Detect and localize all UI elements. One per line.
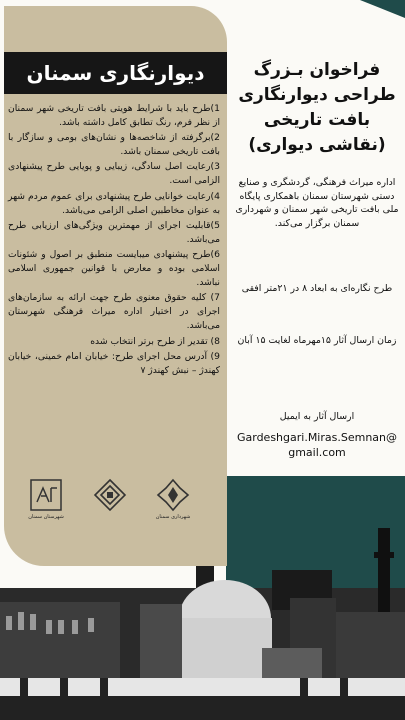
logo-cultural-heritage: [86, 478, 134, 512]
headline-line: فراخوان بـزرگ: [253, 60, 381, 80]
rule-item: 1)طرح باید با شرایط هویتی بافت تاریخی شهر سمنان از نظر فرم، رنگ تطابق کامل داشته باشد.: [8, 103, 220, 129]
rules-list: [8, 102, 220, 379]
municipality-emblem-icon: [156, 478, 190, 512]
logo-row: [22, 478, 197, 524]
headline-block: [234, 58, 400, 158]
rule-item: 7) کلیه حقوق معنوی طرح جهت ارائه به سازمان‌های اجرای در اختیار اداره میراث فرهنگی شهرستان می‌باشد.: [8, 292, 220, 332]
headline-line: طراحی دیوارنگاری: [238, 85, 396, 105]
heritage-knot-icon: [93, 478, 127, 512]
headline-line: (نقاشی دیواری): [248, 135, 386, 155]
headline-line: بافت تاریخی: [263, 110, 371, 130]
panel-title: دیوارنگاری سمنان: [4, 52, 227, 94]
rule-item: 6)طرح پیشنهادی میبایست منطبق بر اصول و شئونات اسلامی بوده و معارض با قوانین جمهوری اسلامی نباشد.: [8, 248, 220, 289]
deadline-text: زمان ارسال آثار ۱۵مهرماه لغایت ۱۵ آبان: [237, 335, 397, 346]
rule-item: 3)رعایت اصل سادگی، زیبایی و پویایی طرح پیشنهادی الزامی است.: [8, 161, 220, 187]
rule-item: 8) تقدیر از طرح برتر انتخاب شده: [90, 335, 220, 347]
send-label: ارسال آثار به ایمیل: [279, 411, 355, 422]
email-line: Gardeshgari.Miras.Semnan@: [236, 431, 398, 444]
size-text: طرح نگاره‌ای به ابعاد ۸ در ۲۱متر افقی: [241, 283, 393, 294]
rule-item: 4)رعایت خوانایی طرح پیشنهادی برای عموم مردم شهر به عنوان مخاطبین اصلی الزامی می‌باشد.: [8, 190, 220, 216]
rule-item: 9) آدرس محل اجرای طرح: خیابان امام خمینی، خیابان کهندژ – نبش کهندژ ۷: [8, 350, 220, 376]
decorative-corner: [300, 0, 405, 40]
logo-semnan-governorate: [22, 478, 70, 520]
logo-semnan-municipality: [149, 478, 197, 520]
logo-caption: شهرداری سمنان: [155, 514, 191, 520]
governorate-emblem-icon: [29, 478, 63, 512]
logo-caption: شهرستان سمنان: [28, 514, 64, 520]
email-address[interactable]: [234, 430, 400, 460]
intro-text: اداره میراث فرهنگی، گردشگری و صنایع دستی شهرستان سمنان باهمکاری پایگاه ملی بافت تاریخی شهر سمنان و شهرداری سمنان برگزار می‌کند.: [235, 177, 399, 229]
rule-item: 2)برگرفته از شاخصه‌ها و نشان‌های بومی و سازگار با بافت تاریخی سمنان باشد.: [8, 132, 220, 158]
rule-item: 5)قابلیت اجرای از مهمترین ویژگی‌های ارزیابی طرح می‌باشد.: [8, 219, 220, 245]
email-line: gmail.com: [288, 446, 346, 459]
